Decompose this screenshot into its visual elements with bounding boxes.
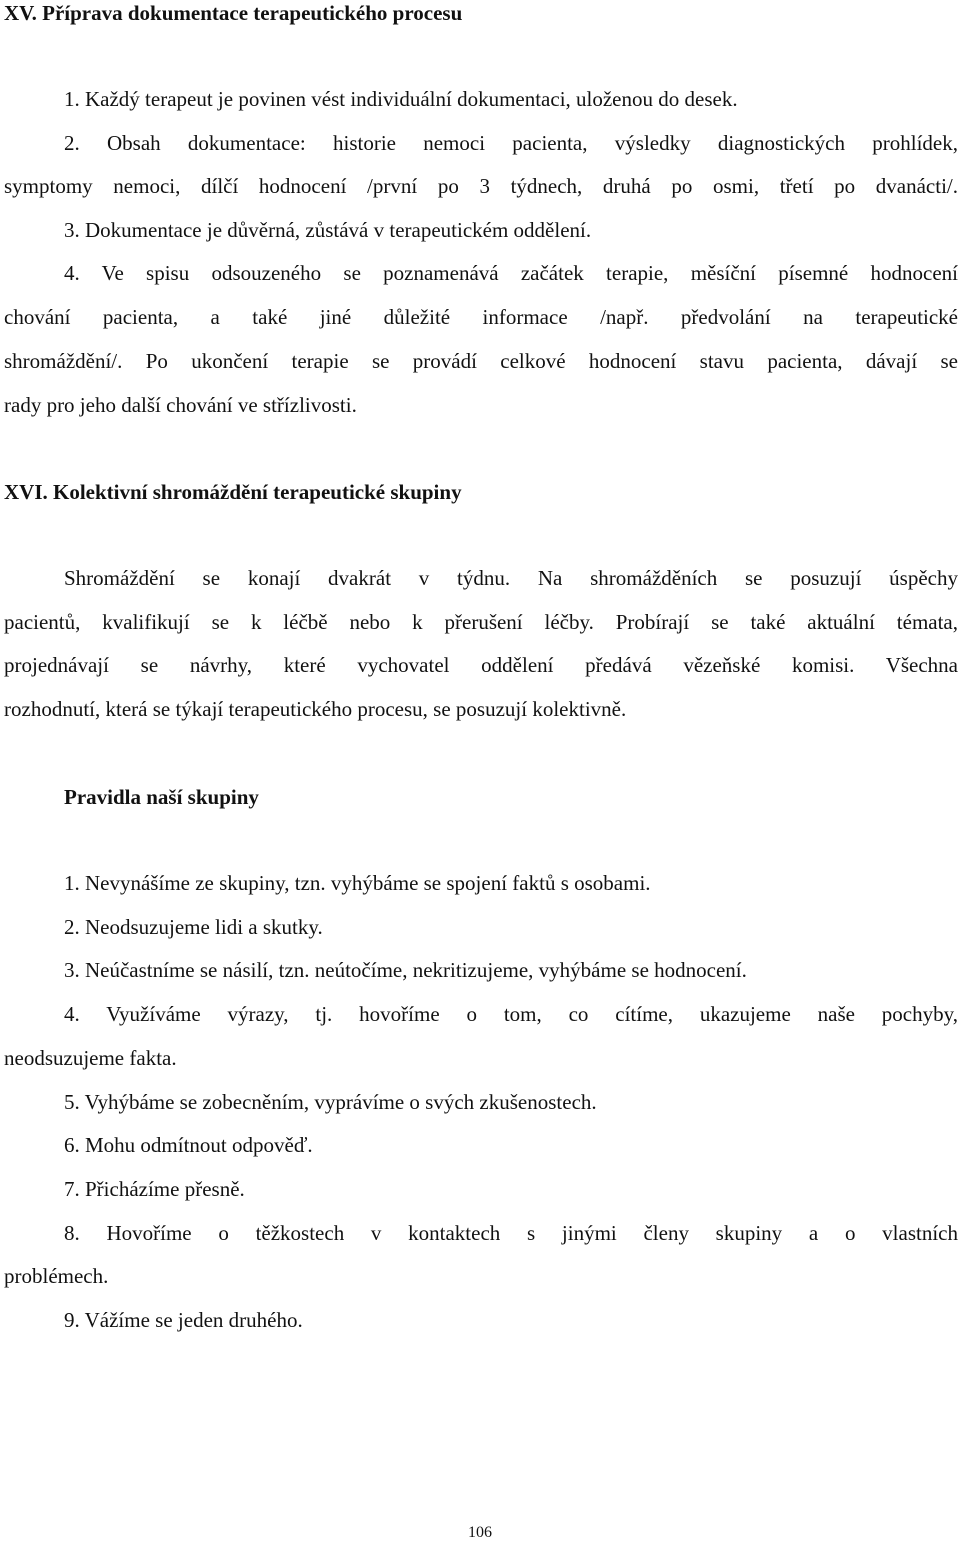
xv-item-4-cont-1: chování pacienta, a také jiné důležité informace /např. předvolání na terapeutické xyxy=(4,305,958,329)
rule-7: 7. Přicházíme přesně. xyxy=(64,1177,245,1201)
rules-heading: Pravidla naší skupiny xyxy=(64,785,259,809)
rule-4: 4. Využíváme výrazy, tj. hovoříme o tom, co cítíme, ukazujeme naše pochyby, xyxy=(64,1002,958,1026)
xv-item-1: 1. Každý terapeut je povinen vést individuální dokumentaci, uloženou do desek. xyxy=(64,87,738,111)
rule-8-cont: problémech. xyxy=(4,1264,109,1288)
rule-4-cont: neodsuzujeme fakta. xyxy=(4,1046,177,1070)
rule-2: 2. Neodsuzujeme lidi a skutky. xyxy=(64,915,323,939)
rule-3: 3. Neúčastníme se násilí, tzn. neútočíme, nekritizujeme, vyhýbáme se hodnocení. xyxy=(64,958,747,982)
xv-item-4-cont-2: shromáždění/. Po ukončení terapie se provádí celkové hodnocení stavu pacienta, dávají se xyxy=(4,349,958,373)
xv-item-2: 2. Obsah dokumentace: historie nemoci pacienta, výsledky diagnostických prohlídek, xyxy=(64,131,958,155)
xv-item-2-cont: symptomy nemoci, dílčí hodnocení /první po 3 týdnech, druhá po osmi, třetí po dvanácti/. xyxy=(4,174,958,198)
page-number: 106 xyxy=(468,1524,492,1541)
rule-5: 5. Vyhýbáme se zobecněním, vyprávíme o svých zkušenostech. xyxy=(64,1090,597,1114)
xvi-paragraph-line-3: projednávají se návrhy, které vychovatel oddělení předává vězeňské komisi. Všechna xyxy=(4,653,958,677)
section-xvi-heading: XVI. Kolektivní shromáždění terapeutické skupiny xyxy=(4,480,462,504)
xv-item-3: 3. Dokumentace je důvěrná, zůstává v terapeutickém oddělení. xyxy=(64,218,592,242)
section-xv-heading: XV. Příprava dokumentace terapeutického procesu xyxy=(4,1,463,25)
xvi-paragraph-line-1: Shromáždění se konají dvakrát v týdnu. Na shromážděních se posuzují úspěchy xyxy=(64,566,958,590)
rule-9: 9. Vážíme se jeden druhého. xyxy=(64,1308,303,1332)
xv-item-4: 4. Ve spisu odsouzeného se poznamenává začátek terapie, měsíční písemné hodnocení xyxy=(64,261,958,285)
xvi-paragraph-line-4: rozhodnutí, která se týkají terapeutického procesu, se posuzují kolektivně. xyxy=(4,697,627,721)
xvi-paragraph-line-2: pacientů, kvalifikují se k léčbě nebo k přerušení léčby. Probírají se také aktuální témata, xyxy=(4,610,958,634)
rule-8: 8. Hovoříme o těžkostech v kontaktech s jinými členy skupiny a o vlastních xyxy=(64,1221,958,1245)
rule-6: 6. Mohu odmítnout odpověď. xyxy=(64,1133,313,1157)
xv-item-4-cont-3: rady pro jeho další chování ve střízlivosti. xyxy=(4,393,357,417)
rule-1: 1. Nevynášíme ze skupiny, tzn. vyhýbáme se spojení faktů s osobami. xyxy=(64,871,651,895)
